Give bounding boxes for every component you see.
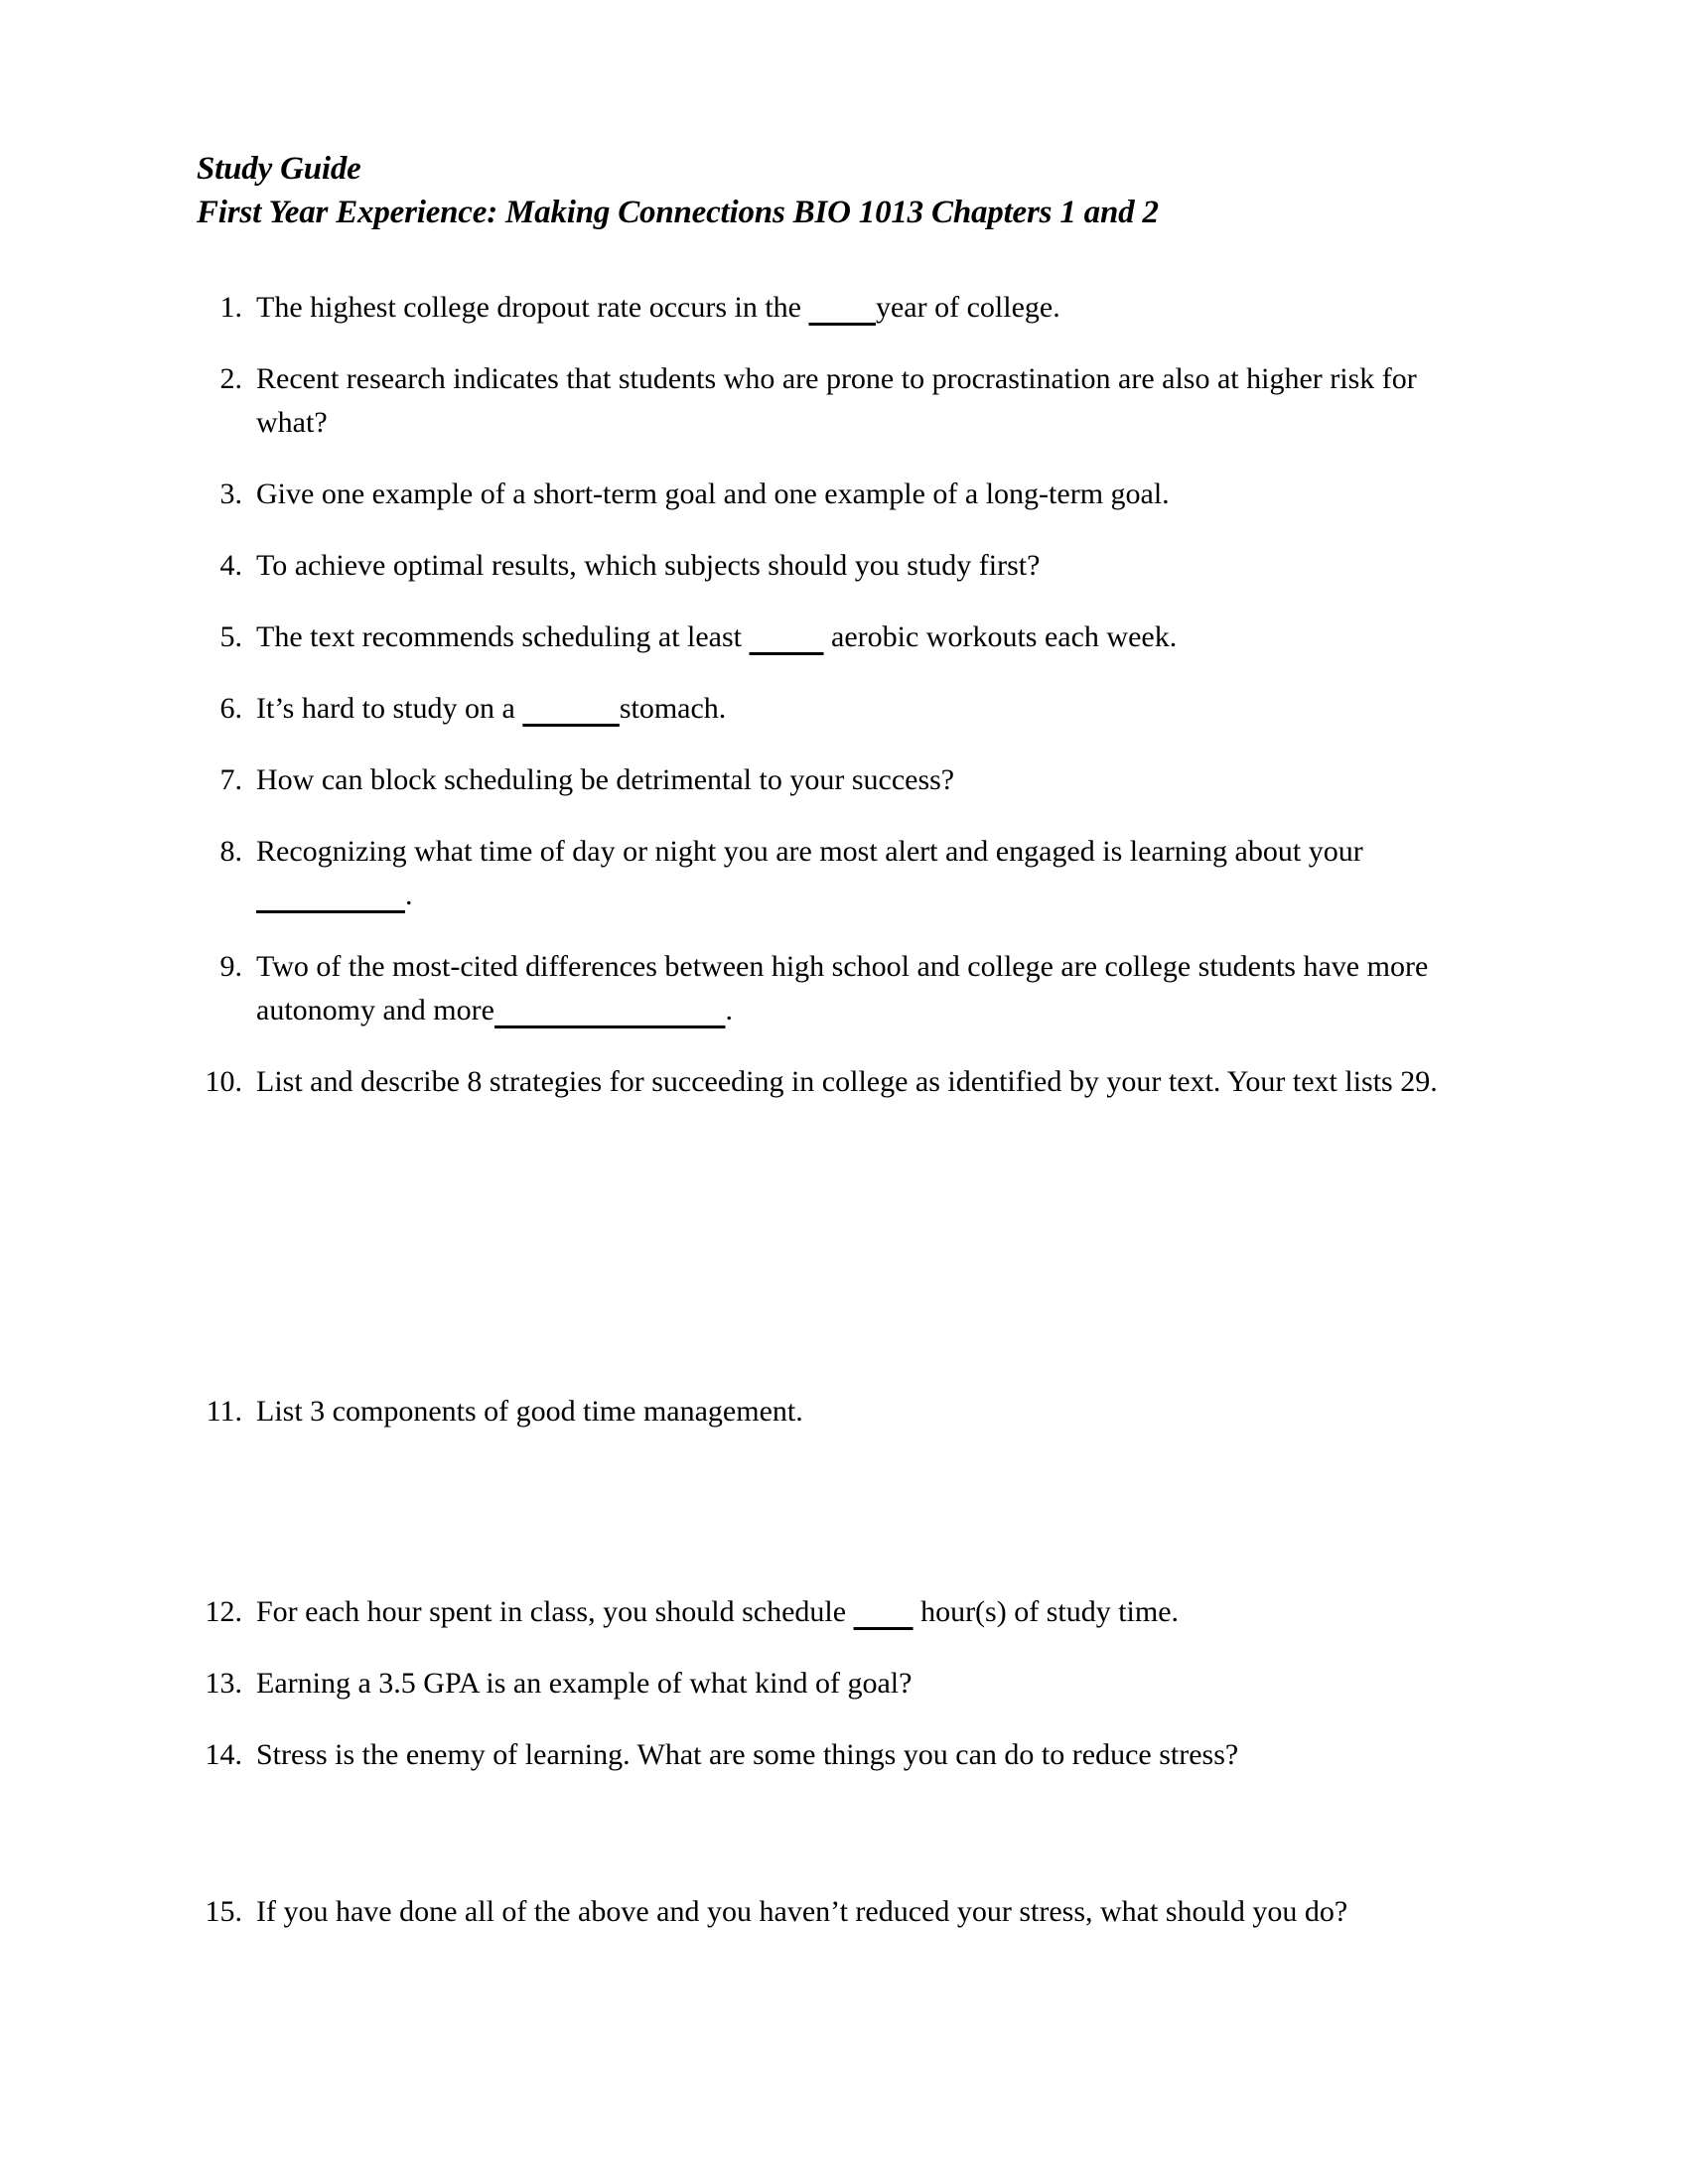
question-item bbox=[197, 286, 1487, 330]
question-item bbox=[197, 615, 1487, 659]
question-text-run: The highest college dropout rate occurs in the bbox=[256, 291, 809, 324]
question-text bbox=[242, 286, 1487, 330]
question-text bbox=[242, 544, 1487, 588]
question-text-run: List 3 components of good time management. bbox=[256, 1395, 803, 1428]
question-text-run: hour(s) of study time. bbox=[913, 1595, 1180, 1628]
answer-space bbox=[197, 1461, 1487, 1590]
question-number: 6. bbox=[219, 692, 242, 725]
question-text bbox=[242, 830, 1487, 917]
question-text-run: It’s hard to study on a bbox=[256, 692, 523, 725]
question-item bbox=[197, 758, 1487, 802]
question-item bbox=[197, 357, 1487, 445]
page-title-line-1: Study Guide bbox=[197, 151, 361, 187]
question-number: 15. bbox=[205, 1895, 242, 1928]
question-text bbox=[242, 1662, 1487, 1706]
question-number: 4. bbox=[219, 549, 242, 582]
question-item bbox=[197, 830, 1487, 917]
question-item bbox=[197, 1590, 1487, 1634]
question-text bbox=[242, 357, 1487, 445]
question-text-run: If you have done all of the above and you haven’t reduced your stress, what should you do? bbox=[256, 1895, 1348, 1928]
question-text bbox=[242, 945, 1487, 1032]
answer-space bbox=[197, 1805, 1487, 1890]
question-text-run: Two of the most-cited differences between high school and college are college students have more autonomy and more bbox=[256, 950, 1429, 1026]
question-text-run: year of college. bbox=[875, 291, 1060, 324]
question-text bbox=[242, 1890, 1487, 1934]
question-text-run: Stress is the enemy of learning. What are some things you can do to reduce stress? bbox=[256, 1738, 1239, 1771]
question-item bbox=[197, 1662, 1487, 1706]
question-number: 1. bbox=[219, 291, 242, 324]
question-text-run: Recognizing what time of day or night you are most alert and engaged is learning about your bbox=[256, 835, 1363, 868]
question-text bbox=[242, 1733, 1487, 1777]
question-item bbox=[197, 544, 1487, 588]
question-number: 13. bbox=[205, 1667, 242, 1700]
question-number: 9. bbox=[219, 950, 242, 983]
question-text bbox=[242, 758, 1487, 802]
question-item bbox=[197, 1733, 1487, 1777]
document-title-block bbox=[197, 147, 1487, 234]
question-number: 5. bbox=[219, 620, 242, 653]
question-number: 2. bbox=[219, 362, 242, 395]
question-number: 14. bbox=[205, 1738, 242, 1771]
question-number: 8. bbox=[219, 835, 242, 868]
question-item bbox=[197, 1390, 1487, 1433]
question-number: 10. bbox=[205, 1065, 242, 1098]
question-number: 11. bbox=[206, 1395, 242, 1428]
question-list bbox=[197, 286, 1487, 1962]
question-text-run: The text recommends scheduling at least bbox=[256, 620, 750, 653]
question-text-run: How can block scheduling be detrimental to your success? bbox=[256, 763, 955, 796]
question-text-run: List and describe 8 strategies for succeeding in college as identified by your text. Your text lists 29. bbox=[256, 1065, 1438, 1098]
question-text-run: . bbox=[725, 994, 733, 1026]
question-text bbox=[242, 1060, 1487, 1104]
question-number: 3. bbox=[219, 478, 242, 510]
question-text bbox=[242, 615, 1487, 659]
question-text-run: For each hour spent in class, you should schedule bbox=[256, 1595, 854, 1628]
question-text bbox=[242, 1390, 1487, 1433]
question-text bbox=[242, 687, 1487, 731]
question-text bbox=[242, 473, 1487, 516]
question-text-run: To achieve optimal results, which subjects should you study first? bbox=[256, 549, 1041, 582]
answer-space bbox=[197, 1132, 1487, 1390]
question-number: 12. bbox=[205, 1595, 242, 1628]
question-item bbox=[197, 473, 1487, 516]
question-text-run: stomach. bbox=[619, 692, 727, 725]
answer-blank[interactable] bbox=[750, 620, 824, 653]
page-title-line-2: First Year Experience: Making Connections BIO 1013 Chapters 1 and 2 bbox=[197, 195, 1159, 230]
answer-blank[interactable] bbox=[808, 291, 876, 324]
question-text-run: . bbox=[405, 879, 413, 911]
answer-blank[interactable] bbox=[494, 994, 726, 1026]
question-text bbox=[242, 1590, 1487, 1634]
question-text-run: aerobic workouts each week. bbox=[823, 620, 1178, 653]
question-item bbox=[197, 1890, 1487, 1934]
question-text-run: Give one example of a short-term goal and one example of a long-term goal. bbox=[256, 478, 1170, 510]
answer-blank[interactable] bbox=[256, 879, 405, 911]
answer-blank[interactable] bbox=[854, 1595, 914, 1628]
question-number: 7. bbox=[219, 763, 242, 796]
question-item bbox=[197, 945, 1487, 1032]
question-item bbox=[197, 687, 1487, 731]
question-item bbox=[197, 1060, 1487, 1104]
question-text-run: Earning a 3.5 GPA is an example of what kind of goal? bbox=[256, 1667, 913, 1700]
question-text-run: Recent research indicates that students who are prone to procrastination are also at higher risk for what? bbox=[256, 362, 1417, 439]
answer-blank[interactable] bbox=[522, 692, 620, 725]
